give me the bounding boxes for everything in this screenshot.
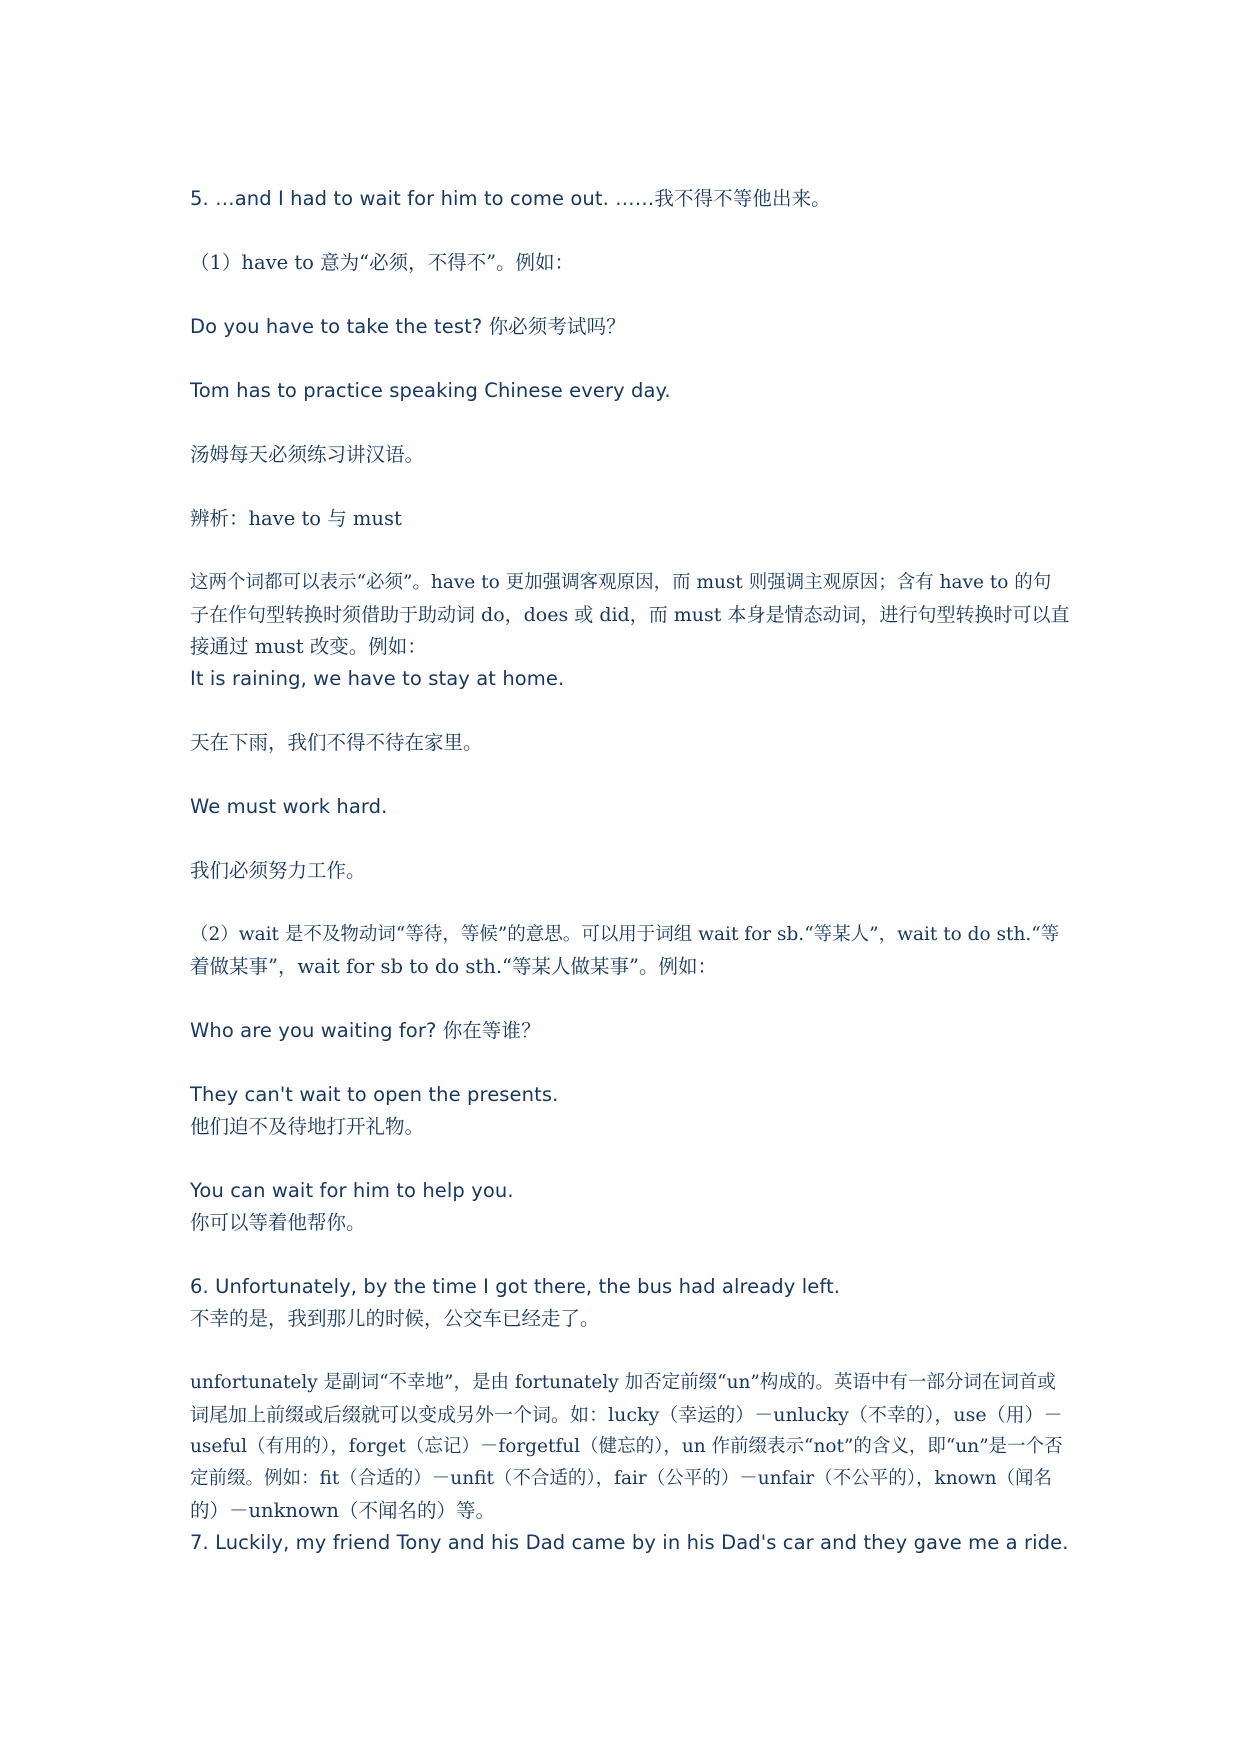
explanation-line: 的）－unknown（不闻名的）等。	[190, 1499, 495, 1522]
example-translation: 我们必须努力工作。	[190, 859, 366, 882]
item-7-heading: 7. Luckily, my friend Tony and his Dad came by in his Dad's car and they gave me a ride.	[190, 1531, 1069, 1554]
explanation-line: useful（有用的），forget（忘记）－forgetful（健忘的），un 作前缀表示“not”的含义，即“un”是一个否	[190, 1436, 1063, 1457]
point-1-heading: （1）have to 意为“必须，不得不”。例如：	[190, 251, 575, 274]
point-2-line: （2）wait 是不及物动词“等待，等候”的意思。可以用于词组 wait for sb.“等某人”，wait to do sth.“等	[190, 924, 1060, 945]
example-sentence: Tom has to practice speaking Chinese every day.	[190, 379, 671, 402]
example-sentence: They can't wait to open the presents.	[190, 1083, 559, 1106]
example-sentence: We must work hard.	[190, 795, 388, 818]
explanation-line: 词尾加上前缀或后缀就可以变成另外一个词。如：lucky（幸运的）－unlucky（不幸的），use（用）－	[190, 1404, 1063, 1426]
explanation-line: unfortunately 是副词“不幸地”，是由 fortunately 加否定前缀“un”构成的。英语中有一部分词在词首或	[190, 1372, 1056, 1393]
explanation-line: 接通过 must 改变。例如：	[190, 635, 427, 658]
example-translation: 他们迫不及待地打开礼物。	[190, 1115, 425, 1138]
explanation-line: 定前缀。例如：fit（合适的）－unfit（不合适的），fair（公平的）－unfair（不公平的），known（闻名	[190, 1468, 1052, 1489]
item-6-heading: 6. Unfortunately, by the time I got there, the bus had already left.	[190, 1275, 840, 1298]
example-sentence: You can wait for him to help you.	[190, 1179, 514, 1202]
example-translation: 你可以等着他帮你。	[190, 1211, 366, 1234]
example-translation: 天在下雨，我们不得不待在家里。	[190, 731, 483, 754]
example-sentence: Who are you waiting for? 你在等谁？	[190, 1019, 541, 1042]
example-translation: 汤姆每天必须练习讲汉语。	[190, 443, 425, 466]
comparison-heading: 辨析：have to 与 must	[190, 507, 402, 530]
explanation-line: 这两个词都可以表示“必须”。have to 更加强调客观原因，而 must 则强调主观原因；含有 have to 的句	[190, 572, 1052, 593]
example-sentence: It is raining, we have to stay at home.	[190, 667, 565, 690]
explanation-line: 子在作句型转换时须借助于助动词 do，does 或 did，而 must 本身是情态动词，进行句型转换时可以直	[190, 604, 1070, 626]
point-2-line: 着做某事”，wait for sb to do sth.“等某人做某事”。例如：	[190, 955, 717, 978]
example-sentence: Do you have to take the test? 你必须考试吗？	[190, 315, 626, 338]
item-6-translation: 不幸的是，我到那儿的时候，公交车已经走了。	[190, 1307, 600, 1330]
item-5-heading: 5. …and I had to wait for him to come out. ……我不得不等他出来。	[190, 187, 831, 210]
